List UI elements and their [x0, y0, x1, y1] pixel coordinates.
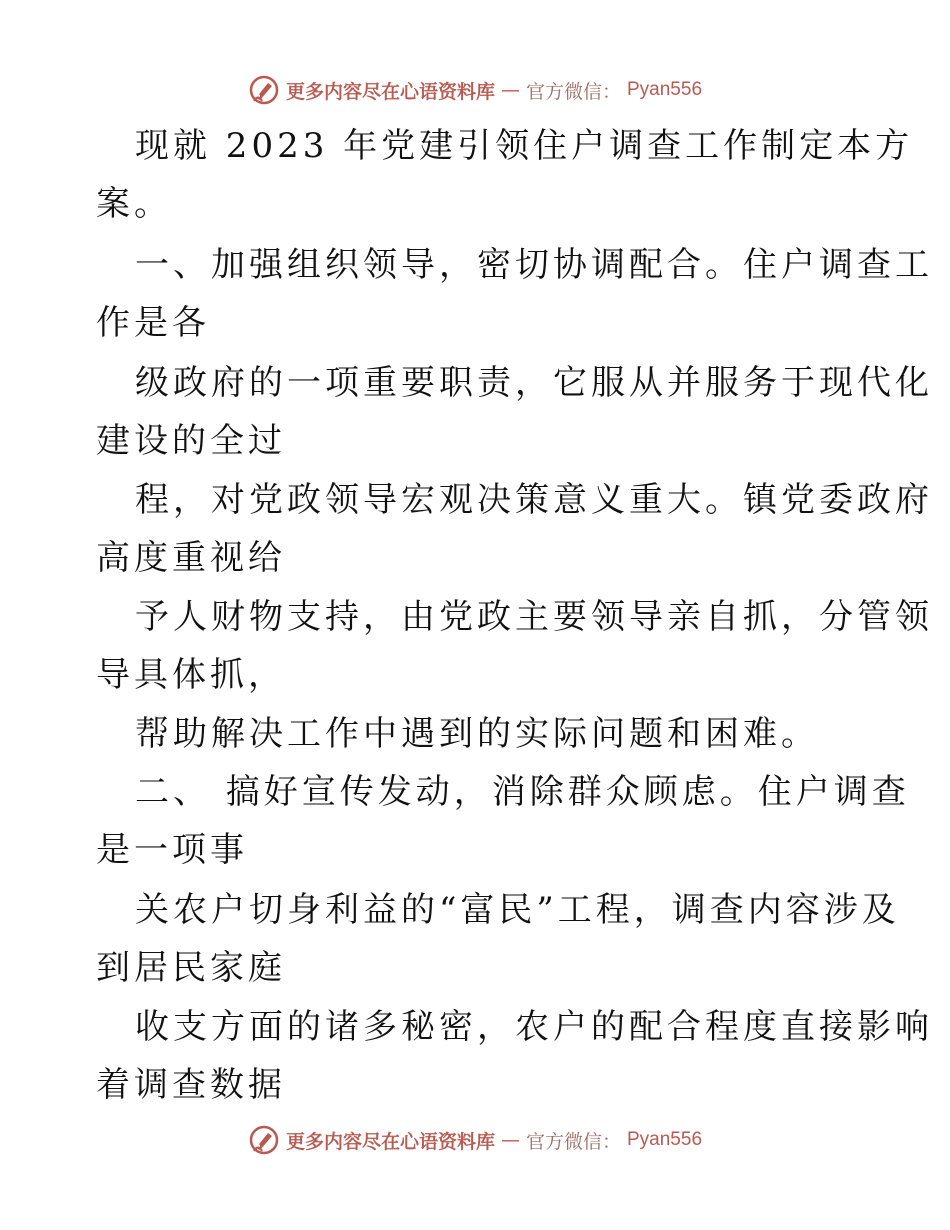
text-line: 建设的全过	[96, 421, 286, 461]
watermark-wechat-id: Pyan556	[627, 1129, 703, 1150]
watermark-main-text: 更多内容尽在心语资料库	[285, 1130, 495, 1153]
text-line: 着调查数据	[96, 1065, 286, 1105]
text-line: 作是各	[96, 303, 210, 343]
text-line: 关农户切身利益的“富民”工程，调查内容涉及	[135, 890, 900, 930]
text-line: 帮助解决工作中遇到的实际问题和困难。	[135, 714, 819, 754]
watermark-main-text: 更多内容尽在心语资料库	[285, 80, 495, 103]
pen-nib-logo-icon	[248, 1124, 280, 1156]
text-line: 二、 搞好宣传发动，消除群众顾虑。住户调查	[135, 772, 910, 812]
text-line: 现就 2023 年党建引领住户调查工作制定本方	[135, 126, 914, 166]
footer-watermark	[0, 1120, 950, 1160]
text-line: 一、加强组织领导，密切协调配合。住户调查工	[135, 245, 933, 285]
watermark-separator: —	[500, 1129, 520, 1151]
text-line: 收支方面的诸多秘密，农户的配合程度直接影响	[135, 1007, 933, 1047]
text-line: 高度重视给	[96, 538, 286, 578]
text-line: 导具体抓，	[96, 655, 286, 695]
text-line: 到居民家庭	[96, 948, 286, 988]
watermark-official-label: 官方微信：	[525, 1130, 621, 1153]
watermark-wechat-id: Pyan556	[627, 79, 703, 100]
watermark-separator: —	[500, 79, 520, 101]
text-line: 是一项事	[96, 830, 248, 870]
text-line: 予人财物支持，由党政主要领导亲自抓，分管领	[135, 597, 933, 637]
watermark-official-label: 官方微信：	[525, 80, 621, 103]
text-line: 级政府的一项重要职责，它服从并服务于现代化	[135, 363, 933, 403]
text-line: 程，对党政领导宏观决策意义重大。镇党委政府	[135, 480, 933, 520]
text-line: 案。	[96, 184, 172, 224]
